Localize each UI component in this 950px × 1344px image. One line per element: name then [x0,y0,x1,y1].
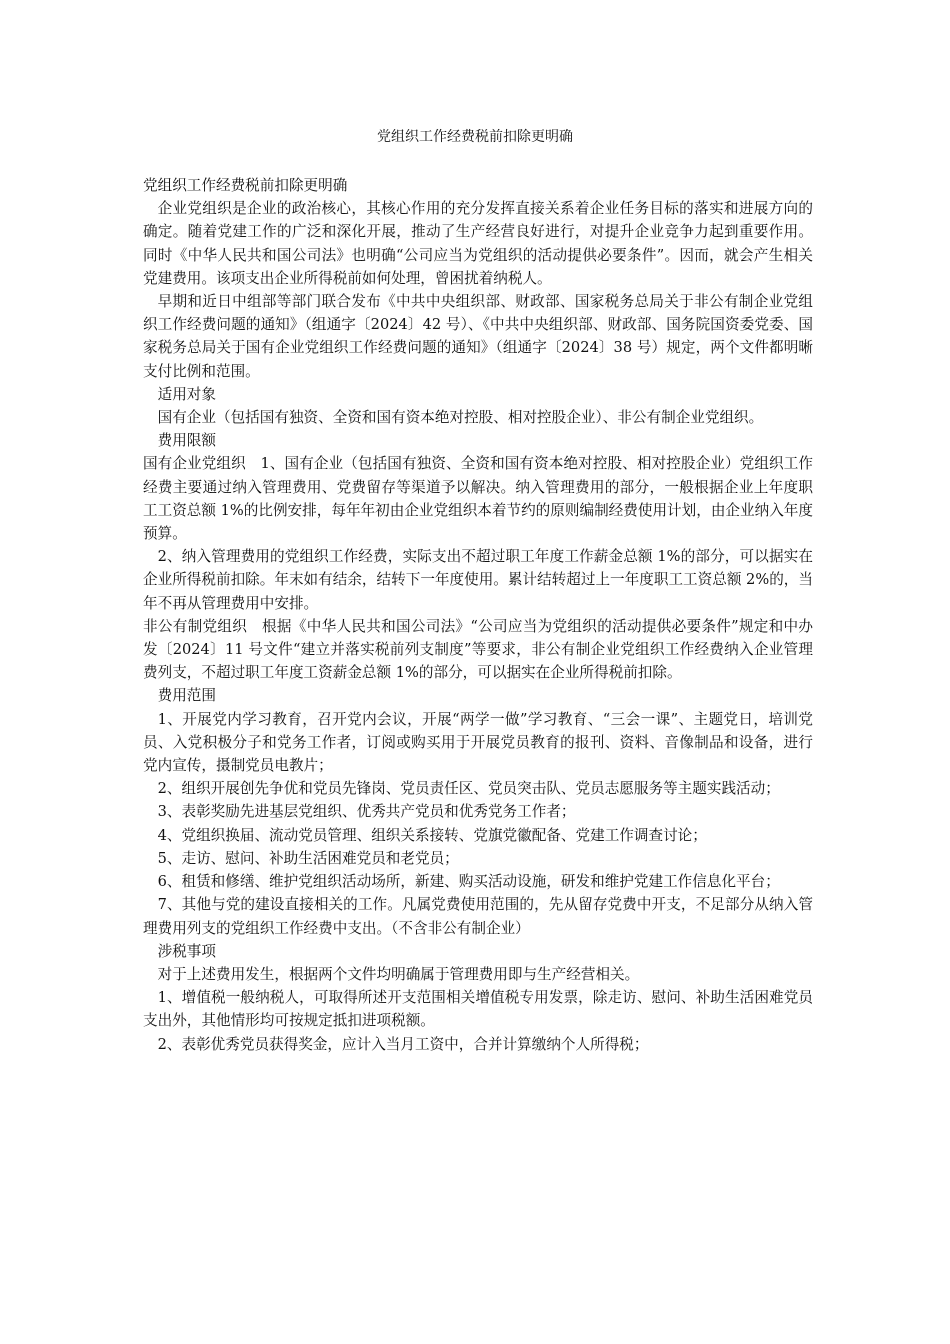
list-item-tax-2: 2、表彰优秀党员获得奖金，应计入当月工资中，合并计算缴纳个人所得税； [157,1035,649,1053]
list-item-range-6: 6、租赁和修缮、维护党组织活动场所，新建、购买活动设施，研发和维护党建工作信息化平台； [157,873,780,891]
document-body [143,174,813,1056]
paragraph-notices: 早期和近日中组部等部门联合发布《中共中央组织部、财政部、国家税务总局关于非公有制企业党组织工作经费问题的通知》（组通字〔2024〕42 号）、《中共中央组织部、财政部、国务院国资委党委、国家税务总局关于国有企业党组织工作经费问题的通知》（组通字〔2024〕38 号）规定，两个文件都明晰支付比例和范围。 [143,293,813,380]
list-item-range-4: 4、党组织换届、流动党员管理、组织关系接转、党旗党徽配备、党建工作调查讨论； [157,826,707,844]
list-item-tax-1: 1、增值税一般纳税人，可取得所述开支范围相关增值税专用发票，除走访、慰问、补助生活困难党员支出外，其他情形均可按规定抵扣进项税额。 [143,989,813,1030]
body-heading: 党组织工作经费税前扣除更明确 [143,177,348,194]
list-item-range-7: 7、其他与党的建设直接相关的工作。凡属党费使用范围的，先从留存党费中开支，不足部分从纳入管理费用列支的党组织工作经费中支出。（不含非公有制企业） [143,896,813,937]
paragraph-soe-limit-2: 2、纳入管理费用的党组织工作经费，实际支出不超过职工年度工作薪金总额 1%的部分，可以据实在企业所得税前扣除。年末如有结余，结转下一年度使用。累计结转超过上一年度职工工资总额 2%的，当年不再从管理费用中安排。 [143,548,813,612]
list-item-range-3: 3、表彰奖励先进基层党组织、优秀共产党员和优秀党务工作者； [157,803,576,821]
section-heading-tax: 涉税事项 [157,942,216,960]
list-item-range-5: 5、走访、慰问、补助生活困难党员和老党员； [157,849,459,867]
section-heading-scope: 适用对象 [157,385,216,403]
document-title: 党组织工作经费税前扣除更明确 [377,129,573,145]
paragraph-intro: 企业党组织是企业的政治核心，其核心作用的充分发挥直接关系着企业任务目标的落实和进展方向的确定。随着党建工作的广泛和深化开展，推动了生产经营良好进行，对提升企业竞争力起到重要作用。同时《中华人民共和国公司法》也明确“公司应当为党组织的活动提供必要条件”。因而，就会产生相关党建费用。该项支出企业所得税前如何处理，曾困扰着纳税人。 [143,200,813,287]
paragraph-non-public-limit: 非公有制党组织 根据《中华人民共和国公司法》“公司应当为党组织的活动提供必要条件”规定和中办发〔2024〕11 号文件“建立并落实税前列支制度”等要求，非公有制企业党组织工作经费纳入企业管理费列支，不超过职工年度工资薪金总额 1%的部分，可以据实在企业所得税前扣除。 [143,617,813,682]
list-item-range-2: 2、组织开展创先争优和党员先锋岗、党员责任区、党员突击队、党员志愿服务等主题实践活动； [157,780,780,798]
section-heading-range: 费用范围 [157,687,216,705]
list-item-range-1: 1、开展党内学习教育，召开党内会议，开展“两学一做”学习教育、“三会一课”、主题党日，培训党员、入党积极分子和党务工作者，订阅或购买用于开展党员教育的报刊、资料、音像制品和设备，进行党内宣传，摄制党员电教片； [143,710,813,775]
paragraph-soe-limit-1: 国有企业党组织 1、国有企业（包括国有独资、全资和国有资本绝对控股、相对控股企业）党组织工作经费主要通过纳入管理费用、党费留存等渠道予以解决。纳入管理费用的部分，一般根据企业上年度职工工资总额 1%的比例安排，每年年初由企业党组织本着节约的原则编制经费使用计划，由企业纳入年度预算。 [143,455,813,543]
paragraph-tax-intro: 对于上述费用发生，根据两个文件均明确属于管理费用即与生产经营相关。 [157,965,640,983]
paragraph-scope: 国有企业（包括国有独资、全资和国有资本绝对控股、相对控股企业）、非公有制企业党组织。 [157,409,764,427]
section-heading-limit: 费用限额 [157,432,216,450]
